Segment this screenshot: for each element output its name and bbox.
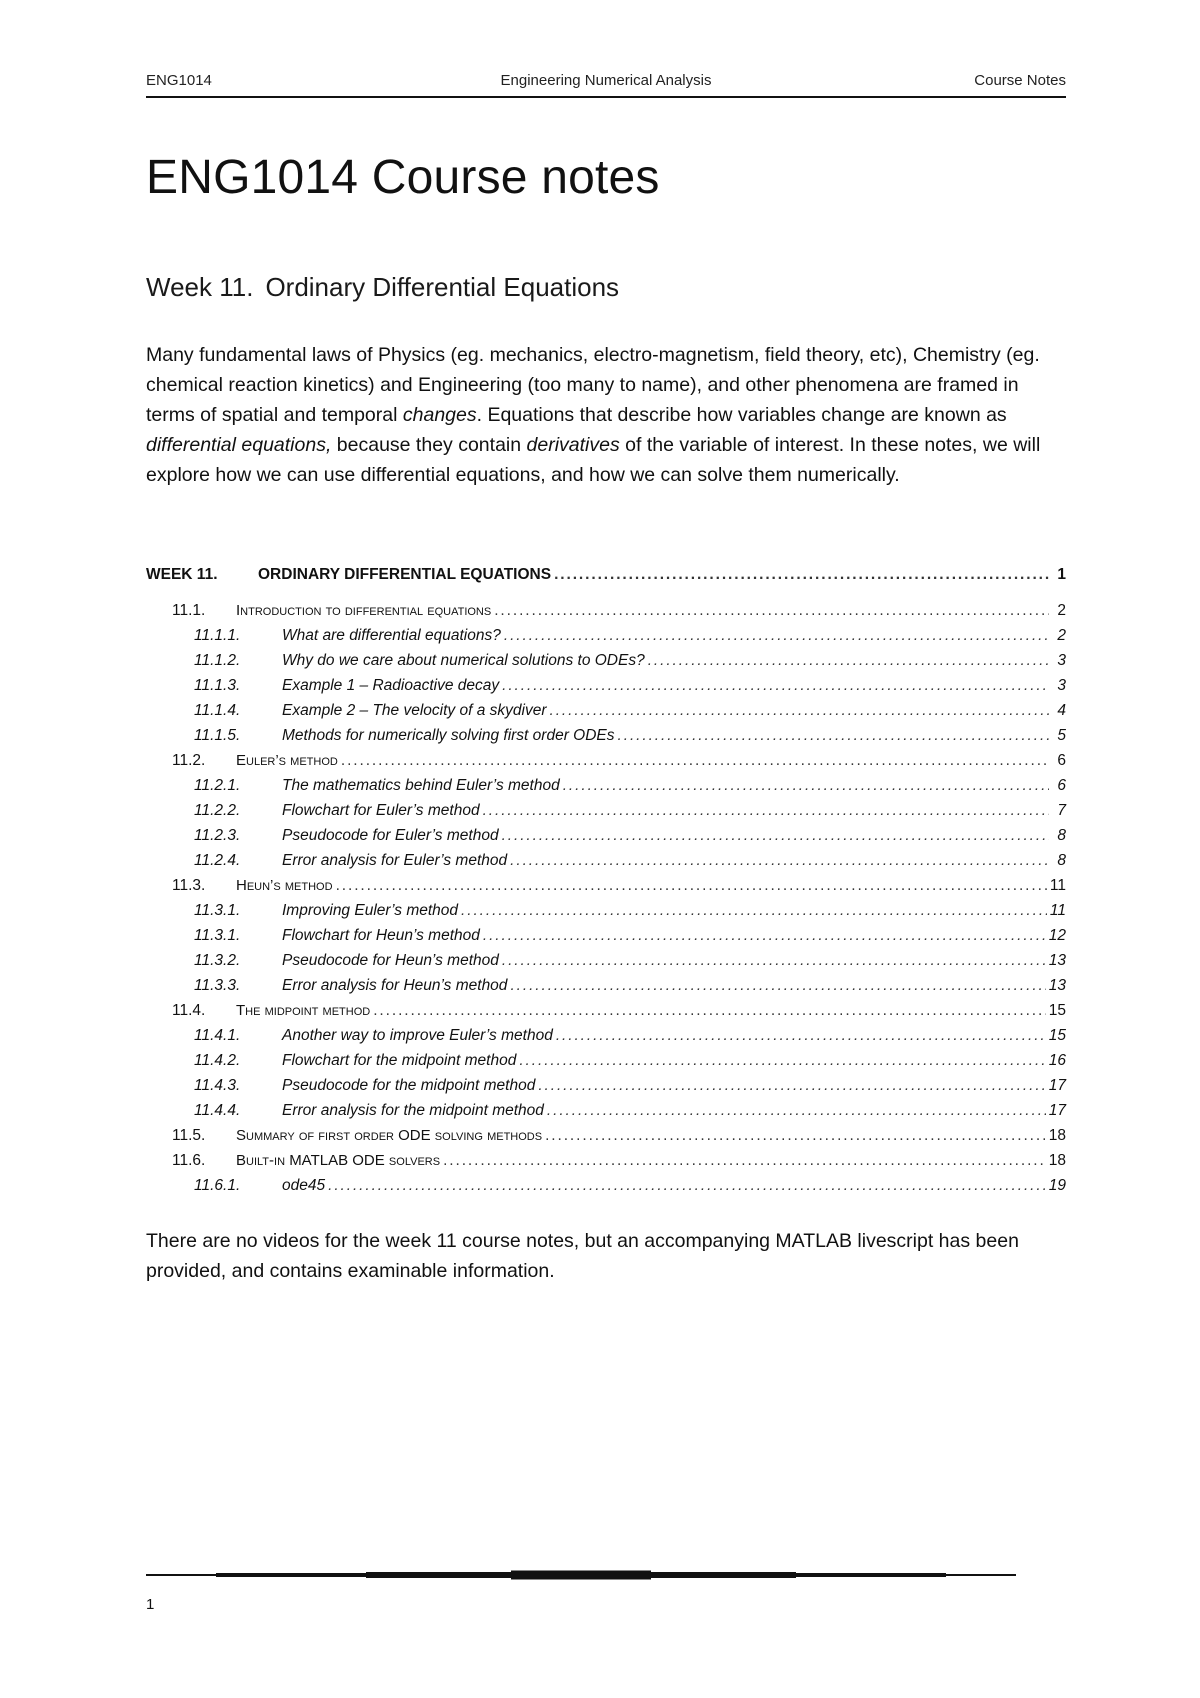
toc-entry-number: 11.2.2.	[194, 802, 241, 819]
toc-entry-page: 17	[1048, 1102, 1066, 1119]
toc-entry-number: 11.1.1.	[194, 627, 241, 644]
header-doc-type: Course Notes	[974, 72, 1066, 89]
toc-dot-leader	[510, 973, 1045, 998]
toc-entry[interactable]	[146, 558, 1066, 592]
toc-dot-leader	[502, 948, 1046, 973]
toc-dot-leader	[545, 1123, 1046, 1148]
toc-entry-number: 11.3.2.	[194, 952, 241, 969]
toc-dot-leader	[373, 998, 1046, 1023]
week-heading	[146, 272, 619, 303]
toc-entry-number: 11.3.1.	[194, 927, 241, 944]
toc-dot-leader	[461, 898, 1047, 923]
page-number: 1	[146, 1596, 155, 1613]
toc-entry-page: 8	[1057, 827, 1066, 844]
toc-entry-page: 19	[1048, 1177, 1066, 1194]
toc-dot-leader	[648, 648, 1049, 673]
toc-entry[interactable]	[146, 1048, 1066, 1073]
toc-entry-title: ode45	[282, 1177, 326, 1194]
toc-entry-title: Euler’s method	[236, 752, 338, 769]
intro-emphasis: derivatives	[526, 434, 620, 456]
toc-entry[interactable]	[146, 598, 1066, 623]
toc-dot-leader	[519, 1048, 1045, 1073]
intro-paragraph	[146, 340, 1066, 490]
toc-entry-page: 11	[1049, 902, 1066, 919]
toc-entry-page: 18	[1048, 1127, 1066, 1144]
toc-entry-page: 6	[1057, 752, 1066, 769]
toc-entry-page: 1	[1057, 566, 1066, 583]
toc-entry[interactable]	[146, 773, 1066, 798]
toc-entry-title: ORDINARY DIFFERENTIAL EQUATIONS	[258, 566, 552, 583]
toc-entry-title: Flowchart for Euler’s method	[282, 802, 480, 819]
toc-entry-title: Example 2 – The velocity of a skydiver	[282, 702, 547, 719]
toc-entry-page: 18	[1048, 1152, 1066, 1169]
toc-dot-leader	[549, 698, 1049, 723]
toc-entry-number: 11.4.2.	[194, 1052, 241, 1069]
toc-entry-title: Heun’s method	[236, 877, 333, 894]
toc-entry-number: 11.2.	[172, 752, 206, 769]
toc-dot-leader	[502, 823, 1049, 848]
toc-entry-title: Error analysis for Heun’s method	[282, 977, 508, 994]
toc-dot-leader	[336, 873, 1047, 898]
toc-entry-page: 7	[1057, 802, 1066, 819]
toc-entry-title: Improving Euler’s method	[282, 902, 459, 919]
toc-entry[interactable]	[146, 1148, 1066, 1173]
table-of-contents	[146, 558, 1066, 1198]
intro-emphasis: changes	[402, 404, 477, 426]
toc-entry[interactable]	[146, 973, 1066, 998]
toc-dot-leader	[618, 723, 1049, 748]
toc-entry-page: 15	[1048, 1002, 1066, 1019]
toc-entry-page: 8	[1057, 852, 1066, 869]
intro-text: of the variable of interest. In these notes, we will explore how we can use differential equations, and how we can solve them numerically.	[146, 434, 1041, 486]
toc-dot-leader	[538, 1073, 1045, 1098]
toc-entry[interactable]	[146, 1023, 1066, 1048]
toc-entry-number: 11.1.3.	[194, 677, 241, 694]
toc-entry-page: 11	[1049, 877, 1066, 894]
toc-dot-leader	[483, 798, 1049, 823]
toc-entry-title: Pseudocode for the midpoint method	[282, 1077, 536, 1094]
toc-entry-number: 11.5.	[172, 1127, 206, 1144]
footer-rule	[146, 1570, 1016, 1580]
toc-entry-page: 2	[1057, 602, 1066, 619]
toc-entry-number: 11.4.1.	[194, 1027, 241, 1044]
toc-entry-page: 15	[1048, 1027, 1066, 1044]
toc-entry[interactable]	[146, 623, 1066, 648]
toc-entry-title: Pseudocode for Euler’s method	[282, 827, 499, 844]
toc-dot-leader	[556, 1023, 1046, 1048]
intro-text: Many fundamental laws of Physics (eg. mechanics, electro-magnetism, field theory, etc), Chemistry (eg. chemical reaction kinetics) and Engineering (too many to name), and other phenomena are framed in terms of spatial and temporal	[146, 344, 1040, 426]
toc-entry[interactable]	[146, 1073, 1066, 1098]
toc-entry[interactable]	[146, 698, 1066, 723]
toc-entry[interactable]	[146, 648, 1066, 673]
toc-entry-page: 12	[1048, 927, 1066, 944]
toc-dot-leader	[502, 673, 1049, 698]
toc-entry-number: 11.1.	[172, 602, 206, 619]
toc-entry-number: 11.1.5.	[194, 727, 241, 744]
toc-entry-number: 11.2.3.	[194, 827, 241, 844]
page-title: ENG1014 Course notes	[146, 151, 660, 204]
toc-entry-number: 11.4.3.	[194, 1077, 241, 1094]
toc-entry-page: 16	[1048, 1052, 1066, 1069]
toc-entry[interactable]	[146, 673, 1066, 698]
intro-text: . Equations that describe how variables change are known as	[476, 404, 1007, 426]
toc-entry[interactable]	[146, 848, 1066, 873]
toc-entry-number: 11.3.	[172, 877, 206, 894]
toc-entry-number: 11.4.4.	[194, 1102, 241, 1119]
toc-dot-leader	[483, 923, 1046, 948]
toc-entry[interactable]	[146, 898, 1066, 923]
toc-dot-leader	[341, 748, 1049, 773]
intro-text: because they contain	[331, 434, 527, 456]
toc-entry-title: Flowchart for Heun’s method	[282, 927, 480, 944]
toc-entry-title: Built-in MATLAB ODE solvers	[236, 1152, 441, 1169]
toc-entry[interactable]	[146, 948, 1066, 973]
toc-dot-leader	[328, 1173, 1046, 1198]
toc-entry-page: 6	[1057, 777, 1066, 794]
toc-entry[interactable]	[146, 798, 1066, 823]
toc-entry-title: Pseudocode for Heun’s method	[282, 952, 499, 969]
toc-entry[interactable]	[146, 998, 1066, 1023]
toc-entry-page: 2	[1057, 627, 1066, 644]
header-course-name: Engineering Numerical Analysis	[500, 72, 712, 89]
toc-entry-title: Flowchart for the midpoint method	[282, 1052, 517, 1069]
toc-entry[interactable]	[146, 1123, 1066, 1148]
toc-entry-number: 11.1.2.	[194, 652, 241, 669]
toc-dot-leader	[547, 1098, 1046, 1123]
week-heading-title: Ordinary Differential Equations	[265, 272, 620, 302]
toc-entry-title: Another way to improve Euler’s method	[282, 1027, 553, 1044]
toc-entry-title: What are differential equations?	[282, 627, 501, 644]
toc-dot-leader	[443, 1148, 1046, 1173]
header-course-code: ENG1014	[146, 72, 212, 89]
toc-entry[interactable]	[146, 723, 1066, 748]
toc-entry-number: 11.3.3.	[194, 977, 241, 994]
toc-entry[interactable]	[146, 873, 1066, 898]
intro-emphasis: differential equations,	[146, 434, 332, 456]
toc-entry-page: 13	[1048, 977, 1066, 994]
toc-dot-leader	[510, 848, 1049, 873]
toc-entry-title: Introduction to differential equations	[236, 602, 492, 619]
toc-entry-number: 11.6.	[172, 1152, 206, 1169]
toc-entry-page: 17	[1048, 1077, 1066, 1094]
toc-dot-leader	[563, 773, 1049, 798]
toc-entry-number: 11.2.1.	[194, 777, 241, 794]
toc-entry-title: Why do we care about numerical solutions to ODEs?	[282, 652, 645, 669]
week-heading-number: Week 11.	[146, 272, 254, 302]
toc-entry-title: Error analysis for Euler’s method	[282, 852, 508, 869]
toc-entry-page: 3	[1057, 677, 1066, 694]
toc-entry-title: Error analysis for the midpoint method	[282, 1102, 544, 1119]
toc-dot-leader	[494, 598, 1049, 623]
toc-entry-page: 5	[1057, 727, 1066, 744]
toc-entry-page: 3	[1057, 652, 1066, 669]
toc-entry-title: Methods for numerically solving first order ODEs	[282, 727, 615, 744]
toc-entry-number: 11.4.	[172, 1002, 206, 1019]
toc-dot-leader	[554, 558, 1049, 592]
toc-entry-page: 4	[1057, 702, 1066, 719]
toc-entry-page: 13	[1048, 952, 1066, 969]
toc-entry-number: 11.1.4.	[194, 702, 241, 719]
toc-entry-title: The midpoint method	[236, 1002, 371, 1019]
toc-entry-title: Example 1 – Radioactive decay	[282, 677, 500, 694]
toc-entry[interactable]	[146, 923, 1066, 948]
toc-entry[interactable]	[146, 1098, 1066, 1123]
toc-entry[interactable]	[146, 1173, 1066, 1198]
toc-entry[interactable]	[146, 748, 1066, 773]
running-header	[146, 72, 1066, 94]
closing-paragraph: There are no videos for the week 11 course notes, but an accompanying MATLAB livescript has been provided, and contains examinable information.	[146, 1230, 1019, 1282]
toc-entry-number: 11.3.1.	[194, 902, 241, 919]
toc-entry-title: Summary of first order ODE solving methods	[236, 1127, 543, 1144]
toc-entry-number: WEEK 11.	[146, 566, 218, 583]
toc-entry[interactable]	[146, 823, 1066, 848]
toc-entry-number: 11.2.4.	[194, 852, 241, 869]
toc-dot-leader	[504, 623, 1049, 648]
toc-entry-title: The mathematics behind Euler’s method	[282, 777, 560, 794]
header-rule	[146, 96, 1066, 98]
toc-entry-number: 11.6.1.	[194, 1177, 241, 1194]
